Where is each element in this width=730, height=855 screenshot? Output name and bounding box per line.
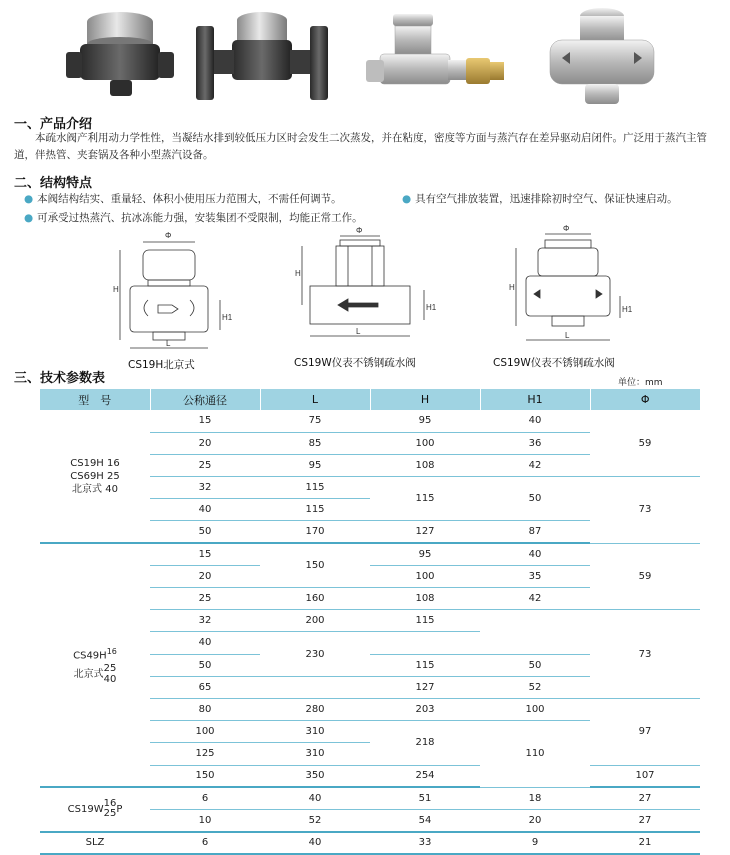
col-phi: Φ <box>590 389 700 410</box>
photo-stainless <box>550 8 654 104</box>
drawing-cs19w-a <box>302 236 424 336</box>
table-row: 40 115 <box>40 499 700 521</box>
table-row: 150 350 254 107 <box>40 765 700 787</box>
photo-cs19h <box>66 12 174 96</box>
bullet-dot-icon: ● <box>402 193 412 205</box>
bullet-dot-icon: ● <box>24 193 34 205</box>
col-l: L <box>260 389 370 410</box>
model-cell: SLZ <box>40 832 150 854</box>
table-row: 20 85 100 36 <box>40 432 700 454</box>
dim-phi: Φ <box>165 231 172 240</box>
table-row: 100 310 218 110 <box>40 721 700 743</box>
col-h1: H1 <box>480 389 590 410</box>
table-row: CS19W16 25P 6 40 51 18 27 <box>40 787 700 809</box>
unit-label: 单位：mm <box>618 378 663 388</box>
table-row: 20 100 35 <box>40 565 700 587</box>
dim-l: L <box>166 339 171 348</box>
dim-phi: Φ <box>356 226 363 235</box>
table-row: 50 170 127 87 <box>40 521 700 543</box>
section-title-features: 二、结构特点 <box>14 176 93 191</box>
col-model: 型 号 <box>40 389 150 410</box>
intro-text: 本疏水阀产利用动力学性性，当凝结水排到较低压力区时会发生二次蒸发，并在粘度，密度等方面与蒸汽存在差异驱动启闭件。广泛用于蒸汽主管道，伴热管、夹套锅及各种小型蒸汽设备。 <box>14 132 707 161</box>
dim-l: L <box>565 331 570 340</box>
table-row: $CS49H^{16}$ 北京式25 40 15 150 95 40 59 <box>40 543 700 565</box>
table-row: 25 160 108 42 <box>40 588 700 610</box>
table-row: 125 310 <box>40 743 700 765</box>
dim-h1: H1 <box>222 313 233 322</box>
table-row: 65 127 52 <box>40 676 700 698</box>
model-cell: CS19W16 25P <box>40 787 150 831</box>
table-row: 50 115 50 <box>40 654 700 676</box>
dim-h: H <box>113 285 119 294</box>
drawing-cs19w-b <box>516 234 620 340</box>
feature-item: ● 可承受过热蒸汽、抗冰冻能力强，安装集团不受限制，均能正常工作。 <box>24 212 363 224</box>
bullet-dot-icon: ● <box>24 212 34 224</box>
photo-flanged <box>196 12 328 100</box>
feature-item: ● 具有空气排放装置，迅速排除初时空气、保证快速启动。 <box>402 193 678 205</box>
drawing-cs19h <box>120 242 220 348</box>
model-cell: CS19H 16 CS69H 25 北京式 40 <box>40 410 150 543</box>
dim-l: L <box>356 327 361 336</box>
feature-item: ● 本阀结构结实、重量轻、体积小使用压力范围大，不需任何调节。 <box>24 193 342 205</box>
product-photos <box>0 0 730 108</box>
col-h: H <box>370 389 480 410</box>
dim-h: H <box>295 269 301 278</box>
table-row: SLZ 6 40 33 9 21 <box>40 832 700 854</box>
caption-cs19h: CS19H北京式 <box>128 359 195 371</box>
table-header-row <box>40 389 700 410</box>
col-dn: 公称通径 <box>150 389 260 410</box>
intro-paragraph <box>14 130 714 164</box>
model-cell: $CS49H^{16}$ 北京式25 40 <box>40 543 150 787</box>
dim-phi: Φ <box>563 224 570 233</box>
dimension-drawings <box>0 224 730 374</box>
spec-table <box>40 389 700 855</box>
photo-cs19w <box>366 14 504 84</box>
table-row: CS19H 16 CS69H 25 北京式 40 15 75 95 40 59 <box>40 410 700 432</box>
dim-h: H <box>509 283 515 292</box>
caption-cs19w-b: CS19W仪表不锈钢疏水阀 <box>493 357 615 369</box>
dim-h1: H1 <box>426 303 437 312</box>
caption-cs19w-a: CS19W仪表不锈钢疏水阀 <box>294 357 416 369</box>
section-title-specs: 三、技术参数表 <box>14 371 106 386</box>
table-row: 25 95 108 42 <box>40 454 700 476</box>
section-title-intro: 一、产品介绍 <box>14 117 93 132</box>
table-row: 40 230 <box>40 632 700 654</box>
table-row: 32 115 115 50 73 <box>40 477 700 499</box>
table-row: 10 52 54 20 27 <box>40 809 700 831</box>
table-row: 32 200 115 73 <box>40 610 700 632</box>
dim-h1: H1 <box>622 305 633 314</box>
table-row: 80 280 203 100 97 <box>40 698 700 720</box>
